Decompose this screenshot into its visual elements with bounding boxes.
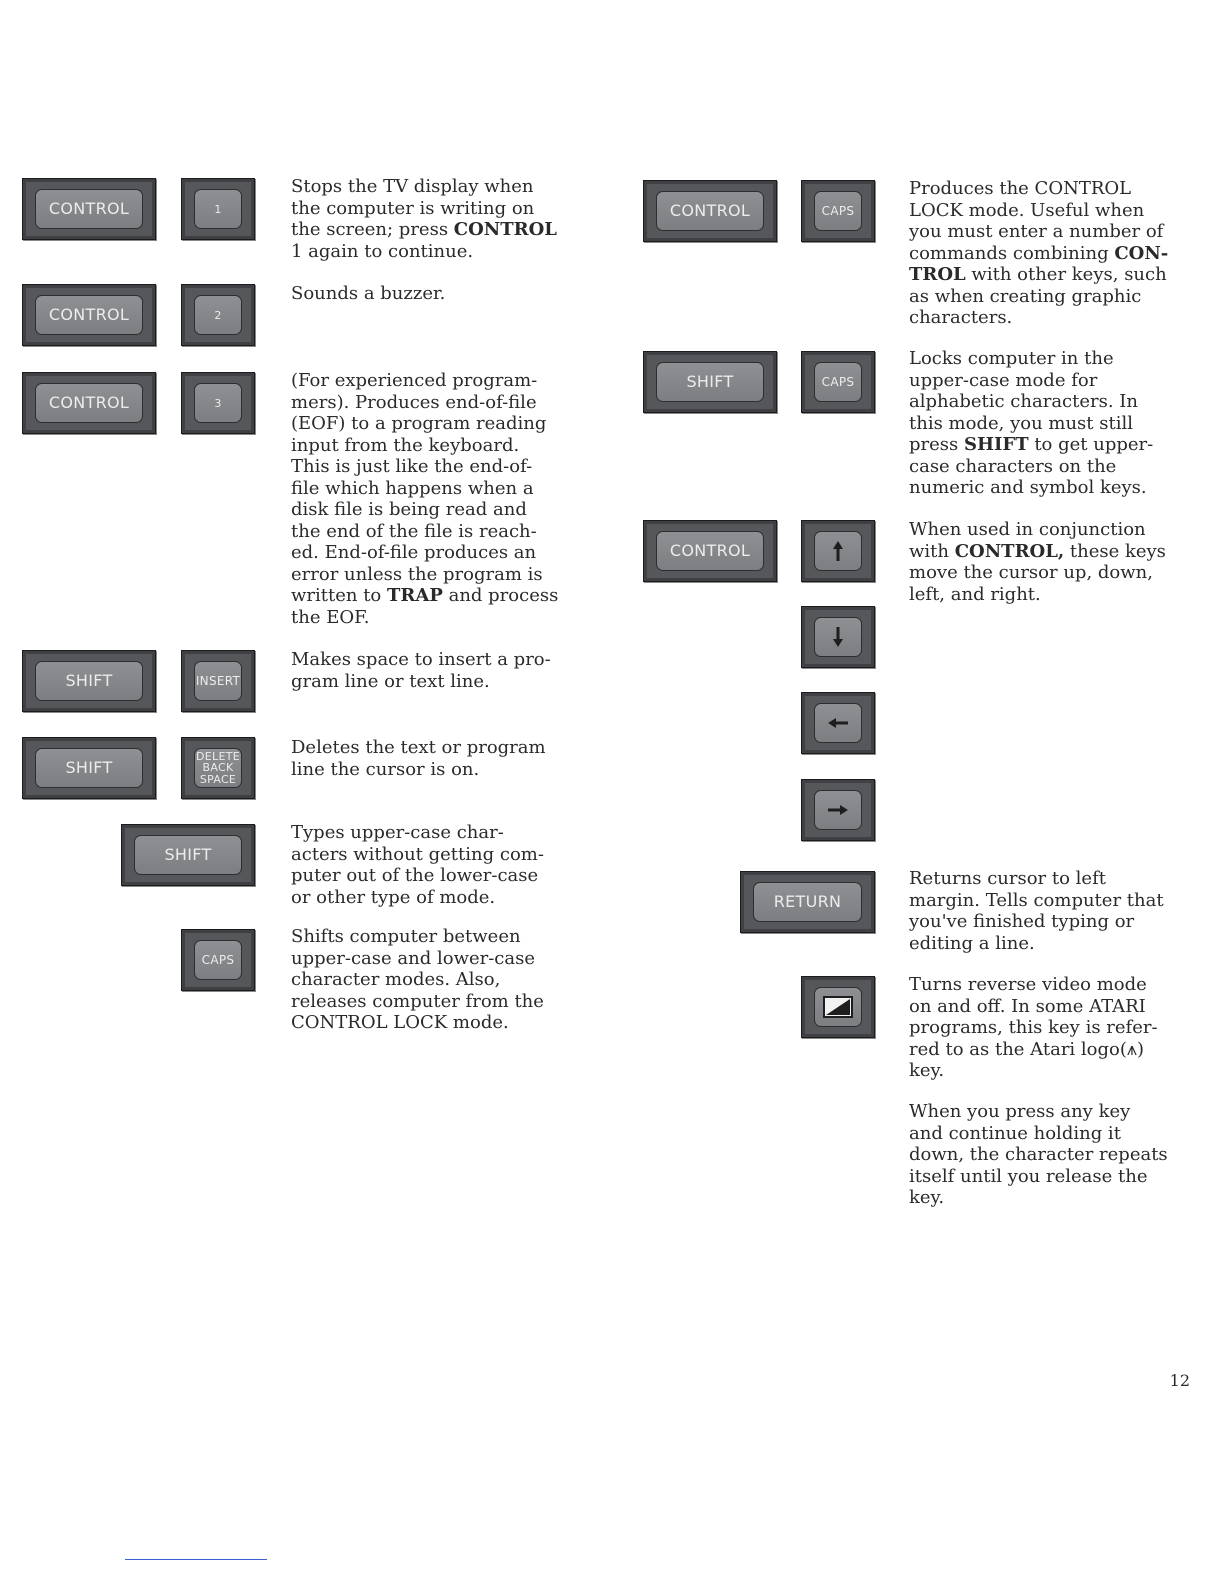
control-key	[22, 178, 156, 240]
caps-key	[801, 351, 875, 413]
shift-key-label: SHIFT	[35, 661, 143, 702]
inverse-video-icon	[823, 996, 853, 1018]
shift-caps-description: Locks computer in the upper-case mode for alphabetic characters. In this mode, you must still press SHIFT to get upper- case characters on the numeric and symbol keys.	[909, 348, 1154, 498]
control-key	[22, 372, 156, 434]
return-key	[740, 871, 875, 933]
key-3	[181, 372, 255, 434]
control-key	[643, 520, 777, 582]
down-arrow-key	[801, 606, 875, 668]
control-key-label: CONTROL	[656, 531, 764, 572]
shift-key	[22, 737, 156, 799]
control-2-description: Sounds a buzzer.	[291, 283, 446, 304]
shift-key-label: SHIFT	[35, 748, 143, 789]
caps-key	[181, 929, 255, 991]
control-caps-description: Produces the CONTROL LOCK mode. Useful when you must enter a number of commands combining CON- TROL with other keys, such as when creating graphic characters.	[909, 178, 1169, 328]
down-arrow-icon	[832, 626, 844, 648]
control-key-label: CONTROL	[656, 191, 764, 232]
control-key-label: CONTROL	[35, 189, 143, 230]
arrow-keys-description: When used in conjunction with CONTROL, these keys move the cursor up, down, left, and right.	[909, 519, 1166, 605]
insert-key-label: INSERT	[194, 661, 243, 702]
control-1-description: Stops the TV display when the computer is writing on the screen; press CONTROL 1 again to continue.	[291, 176, 557, 262]
left-arrow-key	[801, 692, 875, 754]
key-1	[181, 178, 255, 240]
shift-description: Types upper-case char- acters without getting com- puter out of the lower-case or other type of mode.	[291, 822, 544, 908]
right-arrow-key	[801, 779, 875, 841]
inverse-video-description: Turns reverse video mode on and off. In some ATARI programs, this key is refer- red to as the Atari logo(⩚) key.	[909, 974, 1158, 1081]
return-key-label: RETURN	[753, 882, 862, 923]
control-key-label: CONTROL	[35, 295, 143, 336]
atari-logo: (⩚)	[1119, 1038, 1145, 1060]
shift-key-label: SHIFT	[656, 362, 764, 403]
shift-key-label: SHIFT	[134, 835, 242, 876]
key-3-label: 3	[194, 383, 243, 424]
caps-key-label: CAPS	[814, 362, 863, 403]
shift-key	[121, 824, 255, 886]
back-label: BACK	[202, 761, 234, 775]
delete-label: DELETE	[196, 749, 240, 763]
inverse-video-key	[801, 976, 875, 1038]
caps-description: Shifts computer between upper-case and lower-case character modes. Also, releases computer from the CONTROL LOCK mode.	[291, 926, 544, 1033]
page-number: 12	[1169, 1371, 1190, 1390]
key-2-label: 2	[194, 295, 243, 336]
up-arrow-key	[801, 520, 875, 582]
control-key	[643, 180, 777, 242]
shift-key	[22, 650, 156, 712]
caps-key-label: CAPS	[194, 940, 243, 981]
control-3-description: (For experienced program- mers). Produces end-of-file (EOF) to a program reading input from the keyboard. This is just like the end-of- file which happens when a disk file is being read and the end of the file is reach- ed. End-of-file produces an error unless the program is written to TRAP and process the EOF.	[291, 370, 559, 628]
control-key	[22, 284, 156, 346]
shift-delete-description: Deletes the text or program line the cursor is on.	[291, 737, 546, 780]
bottom-rule	[125, 1559, 267, 1560]
key-1-label: 1	[194, 189, 243, 230]
caps-key-label: CAPS	[814, 191, 863, 232]
shift-key	[643, 351, 777, 413]
left-arrow-icon	[827, 717, 849, 729]
right-arrow-icon	[827, 804, 849, 816]
repeat-description: When you press any key and continue holding it down, the character repeats itself until you release the key.	[909, 1101, 1168, 1208]
return-description: Returns cursor to left margin. Tells computer that you've finished typing or editing a line.	[909, 868, 1164, 954]
space-label: SPACE	[199, 772, 237, 786]
insert-key	[181, 650, 255, 712]
up-arrow-icon	[832, 540, 844, 562]
key-2	[181, 284, 255, 346]
delete-back-space-key	[181, 737, 255, 799]
control-key-label: CONTROL	[35, 383, 143, 424]
shift-insert-description: Makes space to insert a pro- gram line or text line.	[291, 649, 551, 692]
caps-key	[801, 180, 875, 242]
delete-back-space-key-label	[194, 748, 243, 789]
